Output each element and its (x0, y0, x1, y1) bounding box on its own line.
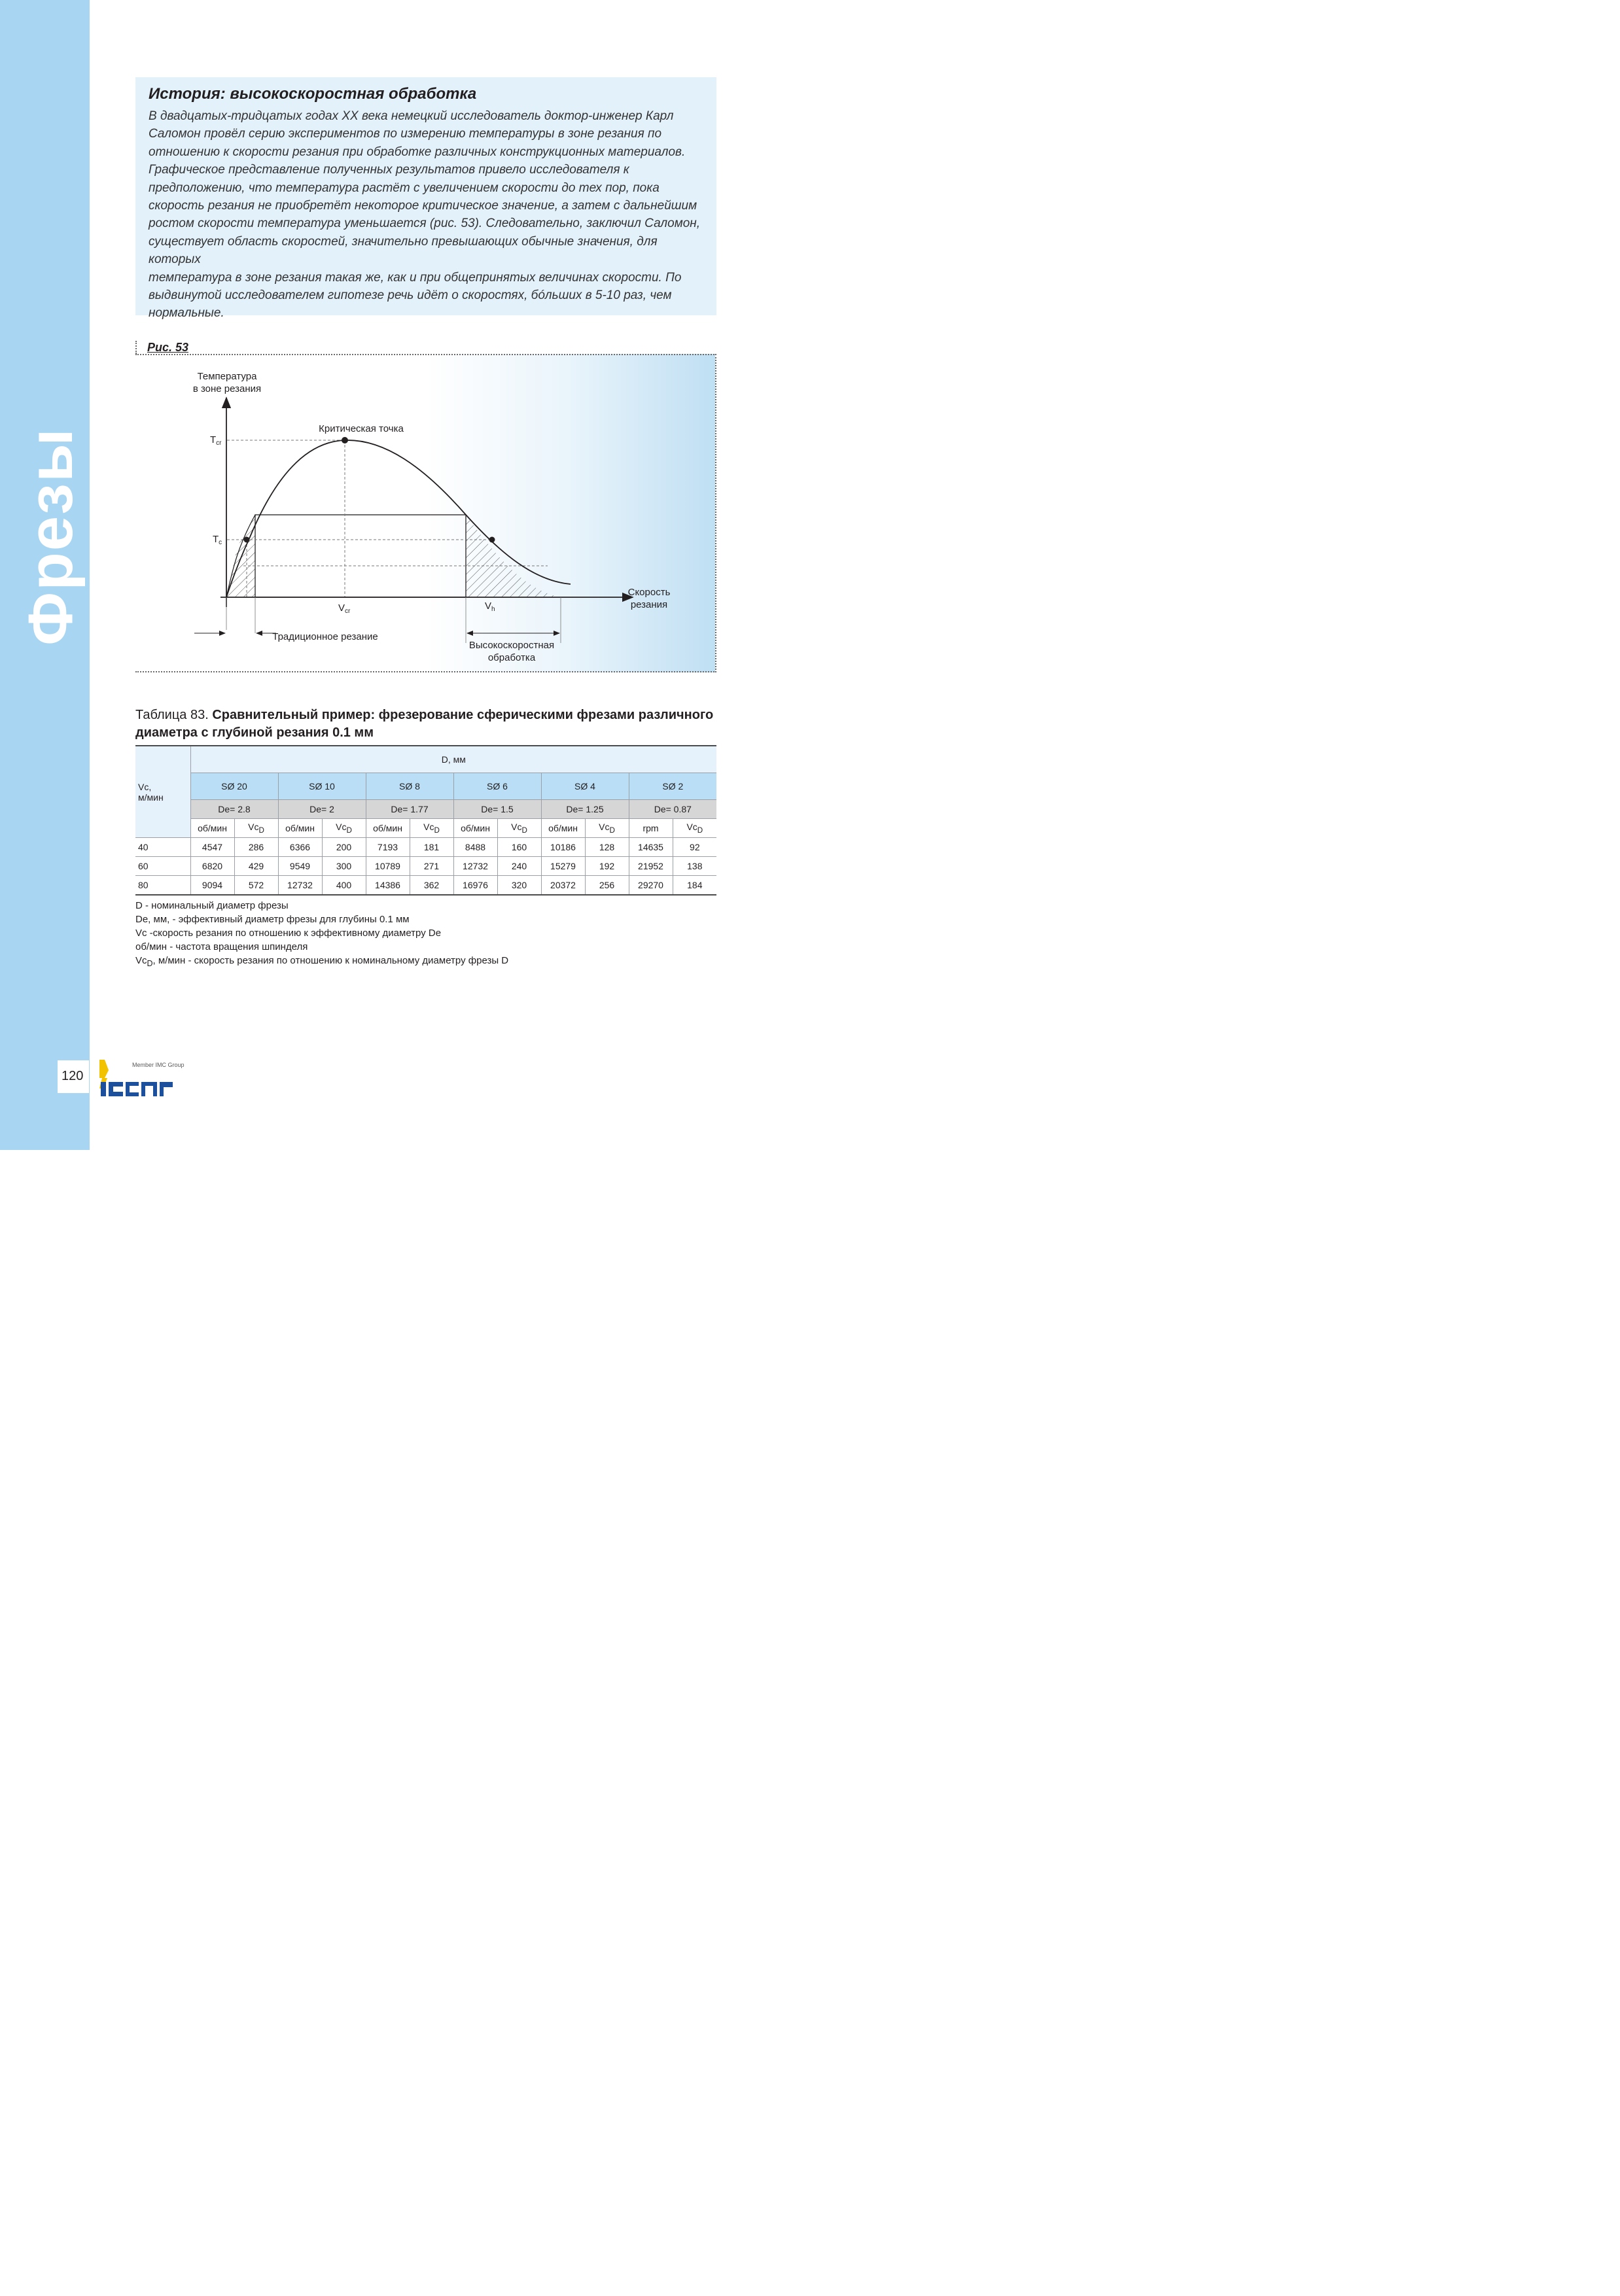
unit-header: об/мин (190, 819, 234, 838)
traditional-cutting-label: Традиционное резание (272, 631, 378, 642)
vcr-label: $V_{cr}$ (338, 602, 351, 615)
history-line: В двадцатых-тридцатых годах XX века немецкий исследователь доктор-инженер Карл (149, 109, 674, 123)
table-cell: 192 (585, 857, 629, 876)
de-header: De= 2.8 (190, 800, 278, 819)
table-cell: 29270 (629, 876, 673, 896)
history-paragraph (149, 107, 703, 322)
note-line: Vc -скорость резания по отношению к эффективному диаметру De (135, 928, 442, 939)
table-cell: 362 (410, 876, 453, 896)
table-notes (135, 899, 508, 971)
member-imc-text: Member IMC Group (132, 1062, 185, 1068)
high-speed-label-line1: Высокоскоростная (468, 640, 555, 651)
temperature-speed-diagram (135, 355, 716, 674)
vc-cell: 60 (135, 857, 190, 876)
table-cell: 10186 (541, 838, 585, 857)
comparison-table (135, 745, 716, 896)
high-speed-label-line2: обработка (487, 652, 536, 663)
table-cell: 14635 (629, 838, 673, 857)
table-cell: 6366 (278, 838, 322, 857)
table-cell: 240 (497, 857, 541, 876)
unit-header: об/мин (278, 819, 322, 838)
table-row (135, 876, 716, 896)
table-cell: 429 (234, 857, 278, 876)
table-cell: 9094 (190, 876, 234, 896)
de-header: De= 1.25 (541, 800, 629, 819)
section-title-vertical: Фрезы (16, 427, 86, 646)
unit-header: $Vc_D$ (410, 819, 453, 838)
table-caption (135, 706, 716, 742)
de-header: De= 0.87 (629, 800, 716, 819)
table-cell: 16976 (453, 876, 497, 896)
table-cell: 21952 (629, 857, 673, 876)
table-cell: 7193 (366, 838, 410, 857)
table-cell: 184 (673, 876, 716, 896)
history-line: выдвинутой исследователем гипотезе речь идёт о скоростях, бóльших в 5-10 раз, чем (149, 288, 672, 303)
table-cell: 256 (585, 876, 629, 896)
tcr-label: $T_{cr}$ (210, 434, 222, 447)
tool-header: SØ 8 (366, 773, 453, 800)
tc-low-speed-marker (244, 537, 250, 543)
unit-header: об/мин (366, 819, 410, 838)
table-cell: 6820 (190, 857, 234, 876)
table-cell: 12732 (453, 857, 497, 876)
de-header: De= 2 (278, 800, 366, 819)
table-cell: 160 (497, 838, 541, 857)
history-line: отношению к скорости резания при обработке различных конструкционных материалов. (149, 145, 686, 159)
critical-point-marker (342, 437, 348, 444)
table-cell: 15279 (541, 857, 585, 876)
table-cell: 9549 (278, 857, 322, 876)
figure-frame-left-tick (135, 341, 137, 354)
note-line: De, мм, - эффективный диаметр фрезы для глубины 0.1 мм (135, 914, 410, 925)
history-line: существует область скоростей, значительно превышающих обычные значения, для которых (149, 234, 658, 267)
temperature-curve (226, 440, 571, 597)
table-row (135, 857, 716, 876)
tool-header: SØ 10 (278, 773, 366, 800)
unit-header: $Vc_D$ (322, 819, 366, 838)
table-cell: 10789 (366, 857, 410, 876)
page-number: 120 (62, 1069, 84, 1083)
history-line: нормальные. (149, 306, 224, 321)
unit-header: $Vc_D$ (585, 819, 629, 838)
vc-cell: 80 (135, 876, 190, 896)
history-line: Саломон провёл серию экспериментов по измерению температуры в зоне резания по (149, 127, 662, 141)
tool-header: SØ 4 (541, 773, 629, 800)
history-box (135, 77, 716, 321)
vc-header-line1: Vc, (138, 781, 152, 792)
table-cell: 14386 (366, 876, 410, 896)
unit-header: об/мин (453, 819, 497, 838)
table-row (135, 838, 716, 857)
tool-header: SØ 2 (629, 773, 716, 800)
table-cell: 300 (322, 857, 366, 876)
x-axis-title-line2: резания (630, 599, 668, 610)
history-line: предположению, что температура растёт с увеличением скорости до тех пор, пока (149, 181, 660, 195)
figure-frame (135, 354, 716, 672)
history-line: ростом скорости температура уменьшается (рис. 53). Следовательно, заключил Саломон, (149, 217, 701, 231)
table-cell: 271 (410, 857, 453, 876)
iscar-logo (98, 1058, 203, 1099)
note-line: $Vc_D$, м/мин - скорость резания по отношению к номинальному диаметру фрезы D (135, 955, 509, 968)
note-line: об/мин - частота вращения шпинделя (135, 941, 308, 952)
x-axis-title-line1: Скорость (627, 587, 671, 598)
table-cell: 286 (234, 838, 278, 857)
table-cell: 12732 (278, 876, 322, 896)
critical-point-label: Критическая точка (319, 423, 404, 434)
de-header: De= 1.77 (366, 800, 453, 819)
table-cell: 92 (673, 838, 716, 857)
table-cell: 400 (322, 876, 366, 896)
table-cell: 320 (497, 876, 541, 896)
table-caption-title: Сравнительный пример: фрезерование сферическими фрезами различного диаметра с глубиной резания 0.1 мм (135, 708, 714, 740)
history-title: История: высокоскоростная обработка (149, 85, 477, 103)
equal-temperature-rect (255, 515, 466, 597)
tc-label: $T_c$ (213, 534, 222, 546)
high-speed-hatched-area (466, 515, 561, 597)
figure-label: Рис. 53 (147, 341, 189, 354)
d-header-cell: D, мм (190, 746, 716, 773)
tool-header: SØ 20 (190, 773, 278, 800)
table-cell: 20372 (541, 876, 585, 896)
vc-header-line2: м/мин (138, 791, 164, 803)
unit-header: rpm (629, 819, 673, 838)
tool-header: SØ 6 (453, 773, 541, 800)
de-header: De= 1.5 (453, 800, 541, 819)
table-caption-prefix: Таблица 83. (135, 708, 213, 722)
history-line: температура в зоне резания такая же, как и при общепринятых величинах скорости. По (149, 270, 682, 285)
y-axis-title-line2: в зоне резания (192, 383, 262, 394)
table-cell: 4547 (190, 838, 234, 857)
table-cell: 572 (234, 876, 278, 896)
table-cell: 200 (322, 838, 366, 857)
vc-cell: 40 (135, 838, 190, 857)
y-axis-title-line1: Температура (197, 371, 257, 382)
table-cell: 8488 (453, 838, 497, 857)
note-line: D - номинальный диаметр фрезы (135, 900, 289, 911)
unit-header: об/мин (541, 819, 585, 838)
sidebar-band (0, 0, 90, 1150)
table-cell: 138 (673, 857, 716, 876)
vc-header-cell (135, 746, 190, 838)
table-cell: 128 (585, 838, 629, 857)
table-cell: 181 (410, 838, 453, 857)
vh-label: $V_h$ (485, 600, 495, 613)
unit-header: $Vc_D$ (497, 819, 541, 838)
unit-header: $Vc_D$ (234, 819, 278, 838)
tc-high-speed-marker (489, 537, 495, 543)
history-line: Графическое представление полученных результатов привело исследователя к (149, 163, 629, 177)
history-line: скорость резания не приобретёт некоторое критическое значение, а затем с дальнейшим (149, 199, 697, 213)
unit-header: $Vc_D$ (673, 819, 716, 838)
